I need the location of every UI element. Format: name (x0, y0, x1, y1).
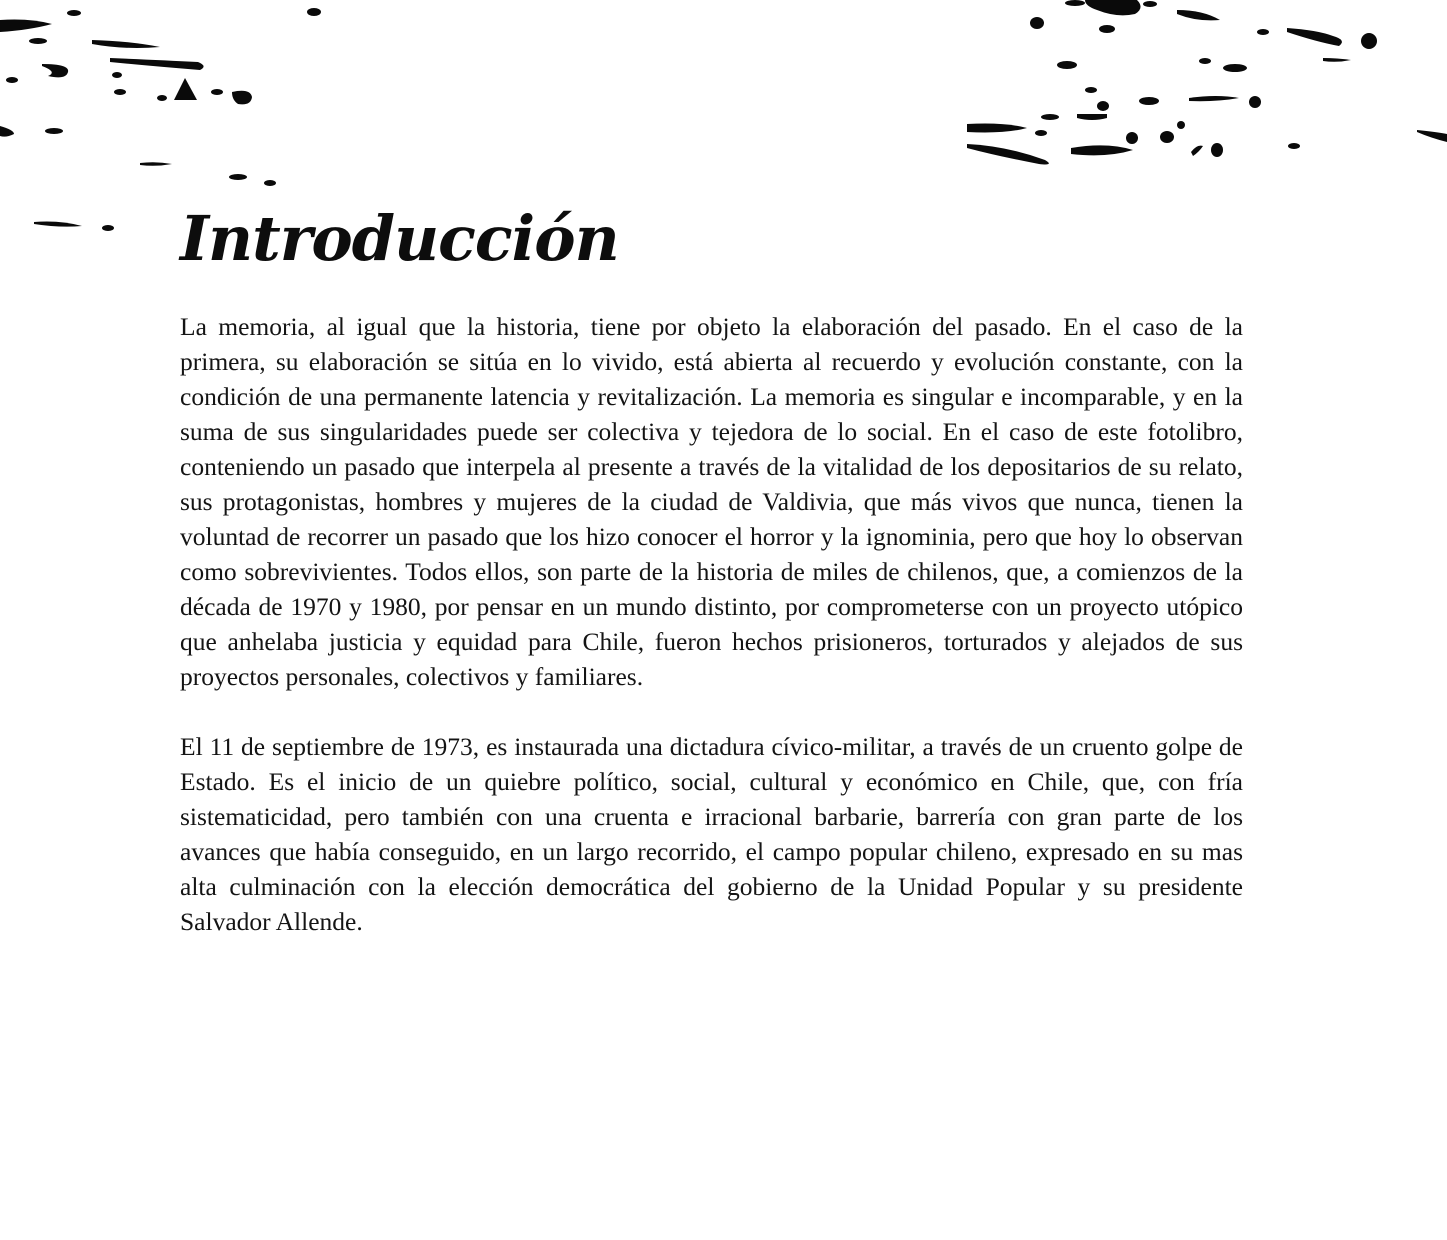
body-text (180, 309, 1243, 939)
paragraph: La memoria, al igual que la historia, tiene por objeto la elaboración del pasado. En el caso de la primera, su elaboración se sitúa en lo vivido, está abierta al recuerdo y evolución constante, con la condición de una permanente latencia y revitalización. La memoria es singular e incomparable, y en la suma de sus singularidades puede ser colectiva y tejedora de lo social. En el caso de este fotolibro, conteniendo un pasado que interpela al presente a través de la vitalidad de los depositarios de su relato, sus protagonistas, hombres y mujeres de la ciudad de Valdivia, que más vivos que nunca, tienen la voluntad de recorrer un pasado que los hizo conocer el horror y la ignominia, pero que hoy lo observan como sobrevivientes. Todos ellos, son parte de la historia de miles de chilenos, que, a comienzos de la década de 1970 y 1980, por pensar en un mundo distinto, por comprometerse con un proyecto utópico que anhelaba justicia y equidad para Chile, fueron hechos prisioneros, torturados y alejados de sus proyectos personales, colectivos y familiares. (180, 312, 1243, 691)
page-title: Introducción (180, 202, 619, 275)
paragraph: El 11 de septiembre de 1973, es instaurada una dictadura cívico-militar, a través de un cruento golpe de Estado. Es el inicio de un quiebre político, social, cultural y económico en Chile, que, con fría sistematicidad, pero también con una cruenta e irracional barbarie, barrería con gran parte de los avances que había conseguido, en un largo recorrido, el campo popular chileno, expresado en su mas alta culminación con la elección democrática del gobierno de la Unidad Popular y su presidente Salvador Allende. (180, 732, 1243, 936)
ink-splatter-right (967, 0, 1447, 180)
